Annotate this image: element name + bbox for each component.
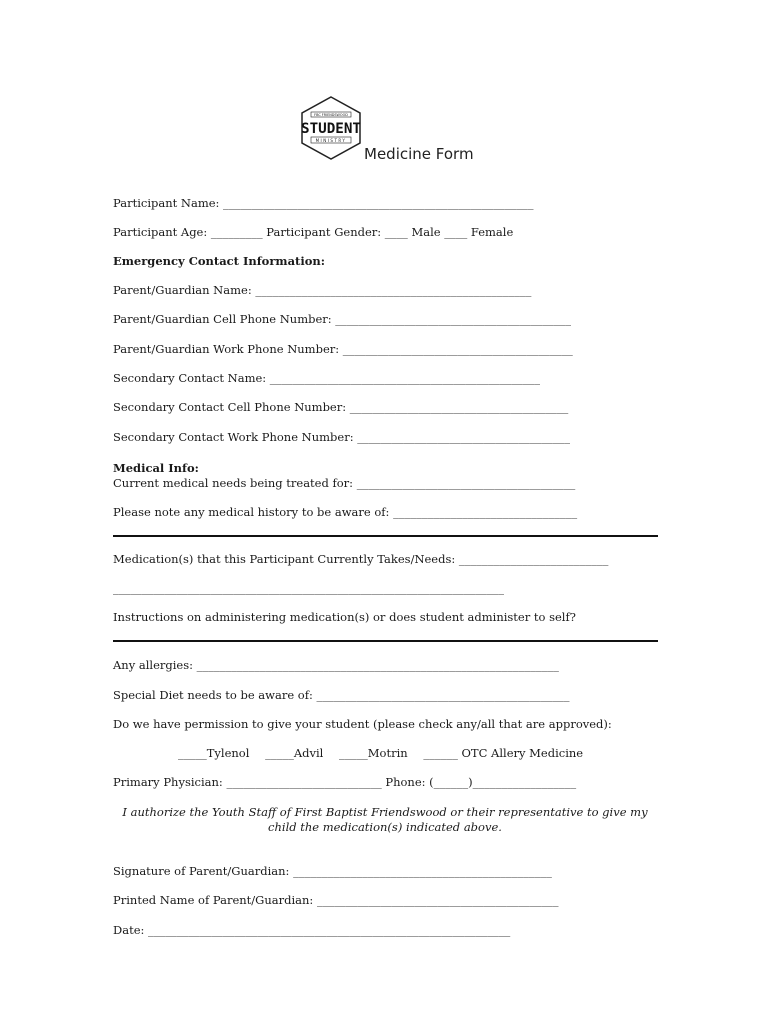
- guardian-work-field[interactable]: Parent/Guardian Work Phone Number: ________________________________________: [113, 342, 573, 356]
- logo-bottom-text: MINISTRY: [315, 137, 347, 143]
- logo-top-text: FBC FRIENDSWOOD: [314, 113, 348, 117]
- special-diet-field[interactable]: Special Diet needs to be aware of: ____________________________________________: [113, 688, 570, 702]
- printed-name-field[interactable]: Printed Name of Parent/Guardian: __________________________________________: [113, 893, 559, 907]
- medications-continued-field[interactable]: ____________________________________________________________________: [113, 581, 504, 595]
- option-advil[interactable]: _____Advil: [265, 746, 324, 760]
- medications-field[interactable]: Medication(s) that this Participant Currently Takes/Needs: __________________________: [113, 552, 609, 566]
- guardian-name-field[interactable]: Parent/Guardian Name: ________________________________________________: [113, 283, 532, 297]
- section-divider: [113, 535, 658, 537]
- guardian-cell-field[interactable]: Parent/Guardian Cell Phone Number: _________________________________________: [113, 312, 572, 326]
- medical-info-heading: Medical Info:: [113, 461, 199, 475]
- current-medical-field[interactable]: Current medical needs being treated for: ______________________________________: [113, 476, 576, 490]
- form-title: Medicine Form: [364, 145, 474, 163]
- option-motrin[interactable]: _____Motrin: [339, 746, 408, 760]
- medical-history-field[interactable]: Please note any medical history to be aware of: ________________________________: [113, 505, 578, 519]
- instructions-question: Instructions on administering medication(s) or does student administer to self?: [113, 610, 576, 624]
- secondary-name-field[interactable]: Secondary Contact Name: _______________________________________________: [113, 371, 541, 385]
- medication-options: [178, 746, 595, 761]
- student-ministry-logo: [298, 95, 364, 161]
- emergency-contact-heading: Emergency Contact Information:: [113, 254, 325, 268]
- participant-age-gender-field[interactable]: Participant Age: _________ Participant Gender: ____ Male ____ Female: [113, 225, 514, 239]
- permission-question: Do we have permission to give your student (please check any/all that are approved):: [113, 717, 612, 731]
- signature-field[interactable]: Signature of Parent/Guardian: _____________________________________________: [113, 864, 552, 878]
- option-tylenol[interactable]: _____Tylenol: [178, 746, 250, 760]
- participant-name-field[interactable]: Participant Name: ______________________________________________________: [113, 196, 534, 210]
- date-field[interactable]: Date: _______________________________________________________________: [113, 923, 511, 937]
- secondary-work-field[interactable]: Secondary Contact Work Phone Number: _____________________________________: [113, 430, 570, 444]
- primary-physician-field[interactable]: Primary Physician: ___________________________ Phone: (______)__________________: [113, 775, 577, 789]
- authorization-statement: I authorize the Youth Staff of First Baptist Friendswood or their representative to give my child the medication(s) indicated above.: [122, 805, 648, 834]
- section-divider: [113, 640, 658, 642]
- option-otc-allergy[interactable]: ______ OTC Allery Medicine: [423, 746, 584, 760]
- secondary-cell-field[interactable]: Secondary Contact Cell Phone Number: ______________________________________: [113, 400, 569, 414]
- logo-main-text: STUDENT: [301, 121, 361, 137]
- allergies-field[interactable]: Any allergies: _______________________________________________________________: [113, 658, 559, 672]
